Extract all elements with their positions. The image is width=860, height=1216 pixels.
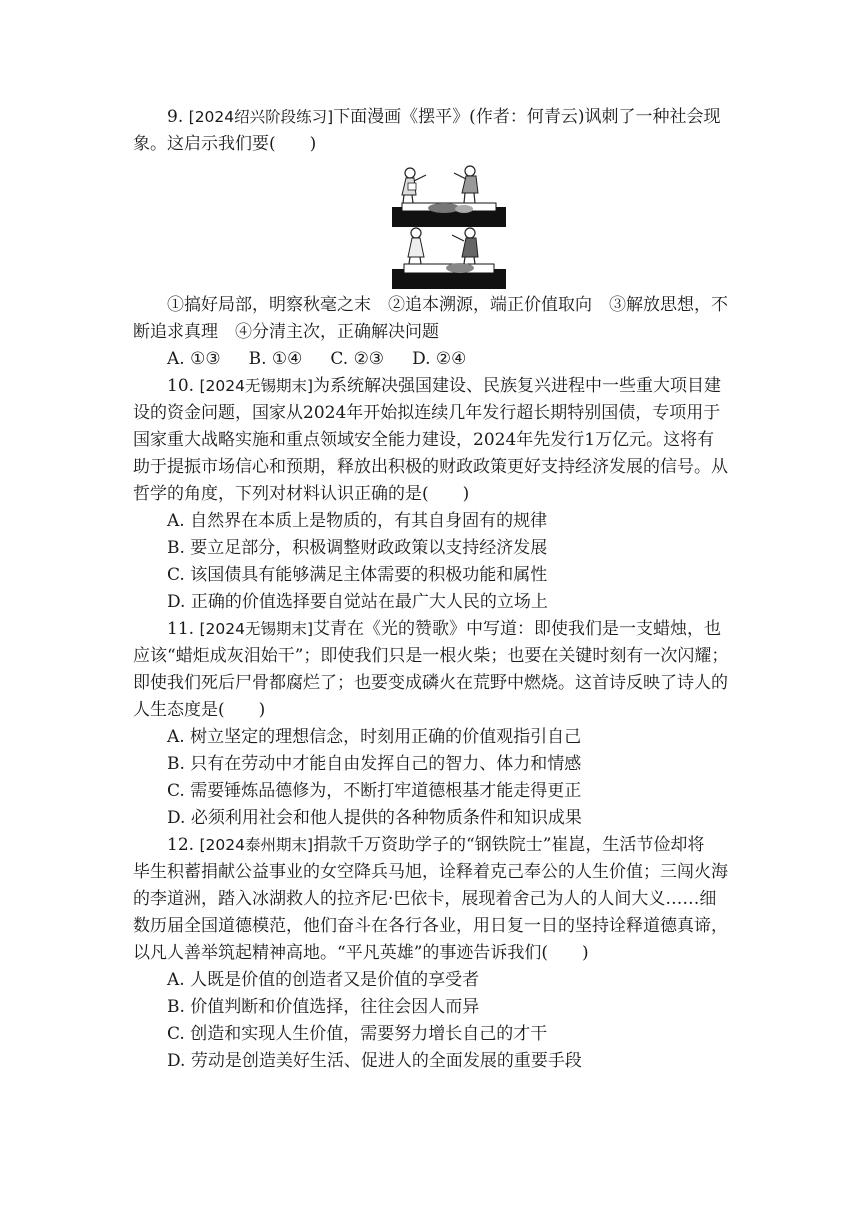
q10-option-a[interactable]: A. 自然界在本质上是物质的，有其自身固有的规律 (167, 511, 548, 531)
q10-stem-line-5: 哲学的角度，下列对材料认识正确的是( ) (133, 484, 470, 504)
q10-stem-line-4: 助于提振市场信心和预期，释放出积极的财政政策更好支持经济发展的信号。从 (133, 457, 728, 477)
q11-stem-line-2: 应该“蜡炬成灰泪始干”；即使我们只是一根火柴；也要在关键时刻有一次闪耀； (133, 646, 729, 666)
q11-stem-line-4: 人生态度是( ) (133, 700, 266, 720)
q10-option-c[interactable]: C. 该国债具有能够满足主体需要的积极功能和属性 (167, 565, 548, 585)
q11-option-b[interactable]: B. 只有在劳动中才能自由发挥自己的智力、体力和情感 (167, 754, 582, 774)
q11-stem-line-3: 即使我们死后尸骨都腐烂了；也要变成磷火在荒野中燃烧。这首诗反映了诗人的 (133, 673, 728, 693)
q9-options (133, 346, 733, 373)
q12-stem-line-5: 以凡人善举筑起精神高地。“平凡英雄”的事迹告诉我们( ) (133, 943, 589, 963)
q12-stem-line-3: 的李道洲，踏入冰湖救人的拉齐尼·巴依卡，展现着舍己为人的人间大义……细 (133, 889, 717, 909)
q9-option-b[interactable]: B. ①④ (248, 349, 303, 369)
cartoon-balancing-figure (392, 163, 506, 289)
q9-statements-line-2: 断追求真理 ④分清主次，正确解决问题 (133, 322, 439, 342)
q11-stem-line-1: 11. [2024无锡期末]艾青在《光的赞歌》中写道：即使我们是一支蜡烛，也 (167, 619, 721, 639)
question-9 (133, 104, 733, 158)
q12-option-d[interactable]: D. 劳动是创造美好生活、促进人的全面发展的重要手段 (167, 1051, 582, 1071)
question-11 (133, 616, 733, 832)
question-9-statements (133, 292, 733, 373)
q11-option-c[interactable]: C. 需要锤炼品德修为，不断打牢道德根基才能走得更正 (167, 781, 582, 801)
question-12 (133, 832, 733, 1075)
q10-stem-line-3: 国家重大战略实施和重点领域安全能力建设，2024年先发行1万亿元。这将有 (133, 430, 715, 450)
q12-option-a[interactable]: A. 人既是价值的创造者又是价值的享受者 (167, 970, 480, 990)
q9-option-c[interactable]: C. ②③ (330, 349, 385, 369)
q12-stem-line-2: 毕生积蓄捐献公益事业的女空降兵马旭，诠释着克己奉公的人生价值；三闯火海 (133, 862, 728, 882)
q11-option-a[interactable]: A. 树立坚定的理想信念，时刻用正确的价值观指引自己 (167, 727, 582, 747)
question-10 (133, 373, 733, 616)
q9-option-a[interactable]: A. ①③ (167, 349, 221, 369)
q9-statements-line-1: ①搞好局部，明察秋毫之末 ②追本溯源，端正价值取向 ③解放思想，不 (167, 295, 728, 315)
q10-stem-line-1: 10. [2024无锡期末]为系统解决强国建设、民族复兴进程中一些重大项目建 (167, 376, 721, 396)
q12-option-c[interactable]: C. 创造和实现人生价值，需要努力增长自己的才干 (167, 1024, 548, 1044)
q9-stem-line-1: 9. [2024绍兴阶段练习]下面漫画《摆平》(作者：何青云)讽刺了一种社会现 (167, 107, 721, 127)
q12-stem-line-4: 数历届全国道德模范，他们奋斗在各行各业，用日复一日的坚持诠释道德真谛， (133, 916, 728, 936)
q10-option-b[interactable]: B. 要立足部分，积极调整财政政策以支持经济发展 (167, 538, 548, 558)
q10-stem-line-2: 设的资金问题，国家从2024年开始拟连续几年发行超长期特别国债，专项用于 (133, 403, 721, 423)
q10-option-d[interactable]: D. 正确的价值选择要自觉站在最广大人民的立场上 (167, 592, 548, 612)
q12-option-b[interactable]: B. 价值判断和价值选择，往往会因人而异 (167, 997, 480, 1017)
q12-stem-line-1: 12. [2024泰州期末]捐款千万资助学子的“钢铁院士”崔崑，生活节俭却将 (167, 835, 705, 855)
q11-option-d[interactable]: D. 必须利用社会和他人提供的各种物质条件和知识成果 (167, 808, 582, 828)
q9-stem-line-2: 象。这启示我们要( ) (133, 134, 317, 154)
q9-option-d[interactable]: D. ②④ (412, 349, 467, 369)
